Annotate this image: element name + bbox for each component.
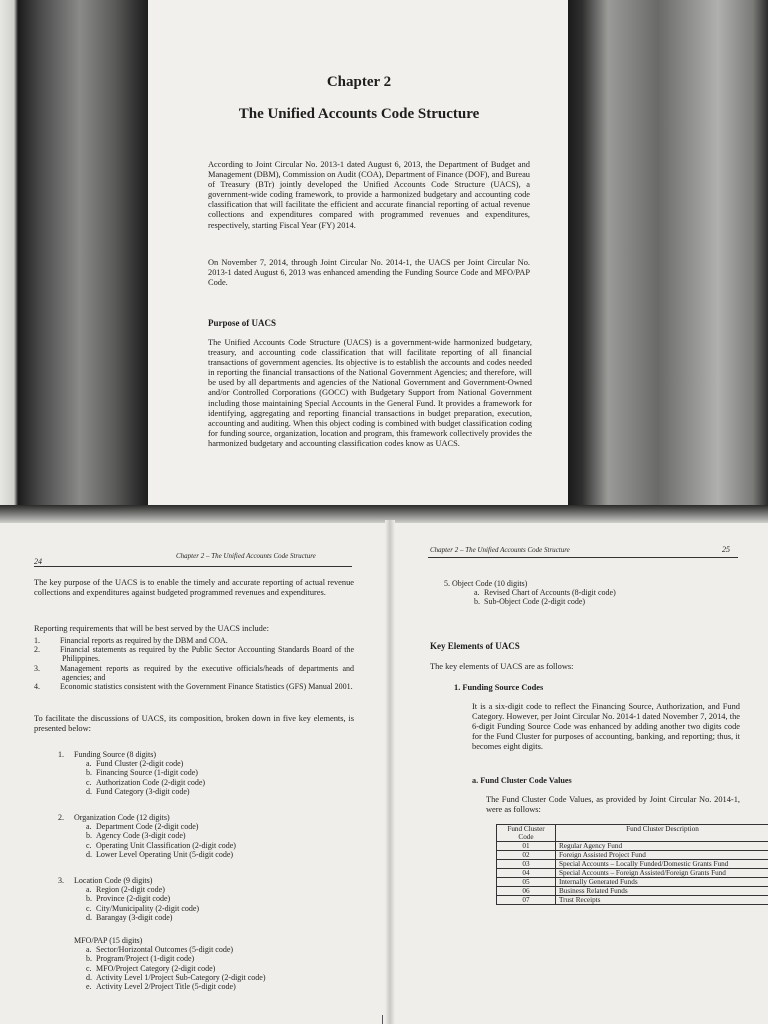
reporting-intro: Reporting requirements that will be best served by the UACS include: [34,624,269,633]
reporting-item: 2. Financial statements as required by the Public Sector Accounting Standards Board of the Philippines. [34,645,354,664]
table-row [497,860,768,869]
running-head-right: Chapter 2 – The Unified Accounts Code Structure [430,546,570,554]
key-element-sub-item: b. Province (2-digit code) [86,894,171,904]
key-element-sub-item: d. Fund Category (3-digit code) [86,786,190,796]
table-row [497,896,768,905]
header-rule-left [34,566,352,567]
key-element-sub-item: a. Fund Cluster (2-digit code) [86,759,184,769]
key-element-title: 2. Organization Code (12 digits) [58,813,170,822]
key-element-sub-item: a. Sector/Horizontal Outcomes (5-digit code) [86,945,234,955]
key-element-sub-item: a. Region (2-digit code) [86,885,165,895]
fund-cluster-description-cell: Special Accounts – Locally Funded/Domestic Grants Fund [556,860,768,869]
key-element-sub-item: d. Barangay (3-digit code) [86,912,173,922]
fund-cluster-code-cell: 01 [497,842,556,851]
key-purpose-paragraph: The key purpose of the UACS is to enable the timely and accurate reporting of actual revenue collections and expenditures against budgeted programmed revenues and expenditures. [34,578,354,598]
reporting-item: 3. Management reports as required by the executive officials/heads of departments and agencies; and [34,663,354,682]
reporting-item: 4. Economic statistics consistent with the Government Finance Statistics (GFS) Manual 2001. [34,682,353,692]
gutter-mark [382,1015,383,1024]
table-row [497,842,768,851]
object-code-list [444,579,744,607]
column-header-code: Fund Cluster Code [497,825,556,842]
fund-cluster-description-cell: Internally Generated Funds [556,878,768,887]
purpose-heading: Purpose of UACS [208,318,277,328]
key-element-group [58,813,358,859]
key-element-title: 1. Funding Source (8 digits) [58,750,156,759]
intro-paragraph-2: On November 7, 2014, through Joint Circular No. 2014-1, the UACS per Joint Circular No. 2013-1 dated August 6, 2013 was enhanced amending the Funding Source Code and MFO/PAP Code. [208,258,530,288]
funding-source-paragraph: It is a six-digit code to reflect the Financing Source, Authorization, and Fund Category. However, per Joint Circular No. 2014-1 dated November 7, 2014, the 6-digit Funding Source Code was enhanced by adding another two digits code for the Fund Cluster for purposes of accounting, banking, and reporting; thus, it becomes eight digits. [472,702,740,752]
fund-cluster-code-cell: 03 [497,860,556,869]
fund-cluster-table [496,824,768,905]
key-element-group [74,936,374,991]
key-element-sub-item: c. Authorization Code (2-digit code) [86,777,206,787]
purpose-paragraph: The Unified Accounts Code Structure (UACS) is a government-wide harmonized budgetary, treasury, and accounting code classification that will facilitate reporting of all financial transactions of government agencies. Its objective is to establish the accounts and codes needed in reporting the financial transactions of the National Government Agencies; and therefore, will be used by all departments and agencies of the National Government and Government-Owned and/or Controlled Corporations (GOCC) with Budgetary Support from National Government including those maintaining Special Accounts in the General Fund. It provides a framework for identifying, aggregating and reporting financial transactions in budget preparation, execution, accounting and auditing. When this object coding is combined with budget classification coding for funding source, organization, location and program, this framework collectively provides the harmonized budgetary and accounting classification codes know as UACS. [208,338,532,448]
five-elements-intro: To facilitate the discussions of UACS, its composition, broken down in five key elements, is presented below: [34,714,354,734]
fund-cluster-code-cell: 04 [497,869,556,878]
object-code-title: 5. Object Code (10 digits) [444,579,528,588]
key-element-title: 3. Location Code (9 digits) [58,876,153,885]
table-row [497,869,768,878]
fund-cluster-code-cell: 06 [497,887,556,896]
fund-cluster-description-cell: Foreign Assisted Project Fund [556,851,768,860]
fund-cluster-code-cell: 07 [497,896,556,905]
key-element-sub-item: b. Program/Project (1-digit code) [86,954,195,964]
intro-paragraph-1: According to Joint Circular No. 2013-1 dated August 6, 2013, the Department of Budget and Management (DBM), Commission on Audit (COA), Department of Finance (DOF), and Bureau of Treasury (BTr) jointly developed the Unified Accounts Code Structure (UACS), a government-wide coding framework, to provide a harmonized budgetary and accounting code classification that will facilitate the efficient and accurate financial reporting of actual revenue collections and expenditures compared with programmed revenues and expenditures, respectively, starting Fiscal Year (FY) 2014. [208,160,530,230]
key-element-group [58,876,358,922]
fund-cluster-description-cell: Regular Agency Fund [556,842,768,851]
reporting-item: 1. Financial reports as required by the DBM and COA. [34,636,228,645]
fund-cluster-description-cell: Special Accounts – Foreign Assisted/Foreign Grants Fund [556,869,768,878]
key-element-sub-item: e. Activity Level 2/Project Title (5-digit code) [86,982,236,992]
object-code-sub-b: b. Sub-Object Code (2-digit code) [474,597,586,607]
key-element-sub-item: d. Activity Level 1/Project Sub-Category (2-digit code) [86,972,266,982]
fund-cluster-heading: a. Fund Cluster Code Values [472,776,572,785]
key-elements-intro: The key elements of UACS are as follows: [430,662,574,671]
table-header-row [497,825,768,842]
fund-cluster-description-cell: Business Related Funds [556,887,768,896]
key-element-sub-item: d. Lower Level Operating Unit (5-digit code) [86,849,234,859]
page-number-right: 25 [722,545,730,554]
fund-cluster-description-cell: Trust Receipts [556,896,768,905]
key-element-title: MFO/PAP (15 digits) [74,936,143,945]
fund-cluster-code-cell: 05 [497,878,556,887]
reporting-requirements-list [34,636,354,692]
key-element-sub-item: a. Department Code (2-digit code) [86,822,199,832]
key-element-sub-item: c. City/Municipality (2-digit code) [86,903,200,913]
fund-cluster-code-cell: 02 [497,851,556,860]
header-rule-right [428,557,738,558]
running-head-left: Chapter 2 – The Unified Accounts Code Structure [176,552,316,560]
book-gutter [385,520,395,1024]
key-element-group [58,750,358,796]
chapter-title: The Unified Accounts Code Structure [238,106,480,122]
scan-shadow-top [0,505,768,523]
object-code-sub-a: a. Revised Chart of Accounts (8-digit code) [474,588,616,598]
chapter-label: Chapter 2 [326,74,392,90]
fund-cluster-intro: The Fund Cluster Code Values, as provided by Joint Circular No. 2014-1, were as follows: [486,795,740,815]
key-element-sub-item: b. Financing Source (1-digit code) [86,768,198,778]
table-row [497,887,768,896]
scan-shadow-left [0,0,150,505]
key-element-sub-item: c. MFO/Project Category (2-digit code) [86,963,216,973]
key-elements-heading: Key Elements of UACS [430,641,520,651]
key-element-sub-item: c. Operating Unit Classification (2-digit code) [86,840,236,850]
column-header-description: Fund Cluster Description [556,825,768,842]
scan-shadow-right [568,0,768,505]
page-number-left: 24 [34,557,42,566]
table-row [497,878,768,887]
funding-source-heading: 1. Funding Source Codes [454,683,544,692]
key-element-sub-item: b. Agency Code (3-digit code) [86,831,186,841]
table-row [497,851,768,860]
